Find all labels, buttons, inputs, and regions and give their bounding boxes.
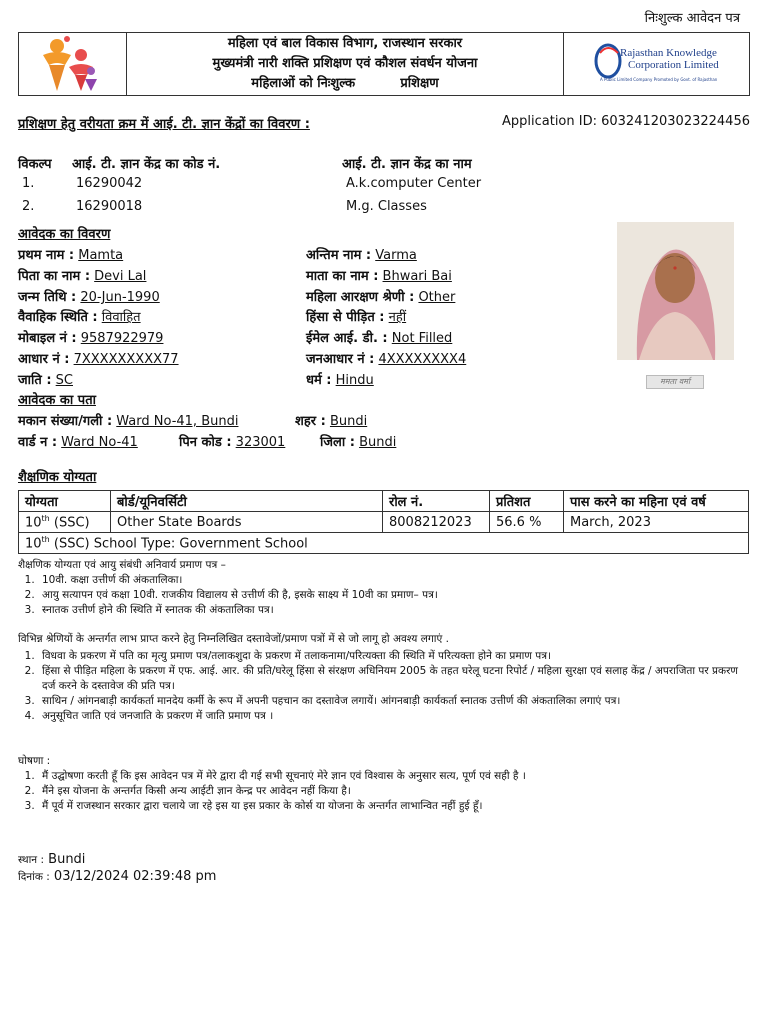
edu-roll: 8008212023 (383, 512, 490, 533)
district-row (320, 432, 396, 450)
education-table (18, 490, 749, 554)
applicant-photo (617, 222, 734, 360)
col-name-header: आई. टी. ज्ञान केंद्र का नाम (342, 157, 472, 172)
docs-block (18, 558, 753, 618)
list-item: 2. मैंने इस योजना के अन्तर्गत किसी अन्य आईटी ज्ञान केन्द्र पर आवेदन नहीं किया है। (38, 784, 740, 799)
edu-col-roll: रोल नं. (383, 491, 490, 512)
mother-row (306, 266, 452, 284)
place-row (18, 852, 85, 867)
house-value: Ward No-41, Bundi (116, 414, 239, 429)
edu-qualification: 10th (SSC) (19, 512, 111, 533)
list-item: 1. विधवा के प्रकरण में पति का मृत्यु प्रमाण पत्र/तलाकशुदा के प्रकरण में तलाकनामा/परित्यक्ता की स्थिति में परित्यक्ता होने का प्रमाण पत्र। (38, 649, 740, 664)
edu-col-qualification: योग्यता (19, 491, 111, 512)
header-box (18, 32, 750, 96)
department-title: महिला एवं बाल विकास विभाग, राजस्थान सरकार (227, 36, 463, 51)
aadhar-label: आधार नं : (18, 352, 70, 367)
rkcl-logo-cell (563, 33, 749, 95)
list-item: 3. मैं पूर्व में राजस्थान सरकार द्वारा चलाये जा रहे इस या इस प्रकार के कोर्स या योजना के अन्तर्गत लाभान्वित नहीं हुई हूँ। (38, 799, 740, 814)
center-row-1-name: A.k.computer Center (346, 176, 482, 191)
address-heading: आवेदक का पता (18, 393, 96, 408)
ward-row (18, 432, 138, 450)
edu-month-year: March, 2023 (564, 512, 749, 533)
marital-row (18, 307, 141, 325)
district-label: जिला : (320, 435, 355, 450)
edu-school-type: 10th (SSC) School Type: Government School (19, 533, 749, 554)
reservation-value: Other (418, 290, 456, 305)
mother-label: माता का नाम : (306, 269, 379, 284)
last-name-value: Varma (375, 248, 417, 263)
edu-board: Other State Boards (111, 512, 383, 533)
city-value: Bundi (329, 414, 368, 429)
center-row-1-code: 16290042 (76, 176, 143, 191)
violence-label: हिंसा से पीड़ित : (306, 310, 385, 325)
declaration-intro: घोषणा : (18, 755, 51, 767)
list-item: 3. स्नातक उत्तीर्ण होने की स्थिति में स्नातक की अंकतालिका पत्र। (38, 603, 753, 618)
pin-value: 323001 (235, 435, 286, 450)
district-value: Bundi (359, 435, 397, 450)
applicant-heading: आवेदक का विवरण (18, 227, 111, 242)
education-header-row (19, 491, 749, 512)
list-item: 1. 10वी. कक्षा उत्तीर्ण की अंकतालिका। (38, 573, 753, 588)
form-title: निःशुल्क आवेदन पत्र (644, 11, 740, 26)
janaadhar-value: 4XXXXXXXX4 (378, 352, 467, 367)
dob-label: जन्म तिथि : (18, 290, 77, 305)
wcd-logo-cell (19, 33, 127, 95)
application-id: Application ID: 603241203023224456 (501, 114, 750, 129)
email-label: ईमेल आई. डी. : (306, 331, 388, 346)
header-titles (127, 33, 563, 95)
col-code-header: आई. टी. ज्ञान केंद्र का कोड नं. (72, 157, 221, 172)
center-row-2-code: 16290018 (76, 199, 143, 214)
city-label: शहर : (295, 414, 326, 429)
first-name-value: Mamta (78, 248, 124, 263)
list-item: 2. आयु सत्यापन एवं कक्षा 10वी. राजकीय विद्यालय से उत्तीर्ण की है, इसके साक्ष्य में 10वी का प्रमाण– पत्र। (38, 588, 753, 603)
rkcl-name-line2: Corporation Limited (628, 59, 719, 71)
house-row (18, 411, 238, 429)
last-name-row (306, 245, 417, 263)
declaration-block (18, 754, 740, 814)
list-item: 4. अनुसूचित जाति एवं जनजाति के प्रकरण में जाति प्रमाण पत्र । (38, 709, 740, 724)
caste-value: SC (55, 373, 73, 388)
scheme-title: मुख्यमंत्री नारी शक्ति प्रशिक्षण एवं कौशल संवर्धन योजना (212, 56, 478, 71)
ward-label: वार्ड न : (18, 435, 58, 450)
docs-intro: शैक्षणिक योग्यता एवं आयु संबंधी अनिवार्य प्रमाण पत्र – (18, 559, 226, 571)
place-label: स्थान : (18, 854, 45, 866)
table-row (19, 512, 749, 533)
father-row (18, 266, 146, 284)
religion-value: Hindu (335, 373, 374, 388)
table-row (19, 533, 749, 554)
house-label: मकान संख्या/गली : (18, 414, 113, 429)
caste-label: जाति : (18, 373, 52, 388)
rkcl-name-line1: Rajasthan Knowledge (620, 47, 717, 59)
religion-row (306, 370, 374, 388)
date-row (18, 869, 216, 884)
religion-label: धर्म : (306, 373, 332, 388)
rkcl-tagline: A Public Limited Company Promoted by Govt. of Rajasthan (600, 77, 718, 82)
center-row-2-no: 2. (22, 199, 35, 214)
mobile-label: मोबाइल नं : (18, 331, 77, 346)
col-option-header: विकल्प (18, 157, 52, 172)
email-value: Not Filled (391, 331, 453, 346)
pin-row (179, 432, 285, 450)
edu-percent: 56.6 % (490, 512, 564, 533)
dob-value: 20-Jun-1990 (80, 290, 160, 305)
ward-value: Ward No-41 (61, 435, 138, 450)
reservation-row (306, 287, 455, 305)
edu-col-percent: प्रतिशत (490, 491, 564, 512)
mobile-value: 9587922979 (80, 331, 164, 346)
violence-value: नहीं (388, 310, 407, 325)
pin-label: पिन कोड : (179, 435, 232, 450)
edu-col-board: बोर्ड/यूनिवर्सिटी (111, 491, 383, 512)
edu-col-month-year: पास करने का महिना एवं वर्ष (564, 491, 749, 512)
marital-label: वैवाहिक स्थिति : (18, 310, 98, 325)
mother-value: Bhwari Bai (382, 269, 452, 284)
category-docs-intro: विभिन्न श्रेणियों के अन्तर्गत लाभ प्राप्त करने हेतु निम्नलिखित दस्तावेजों/प्रमाण पत्रों में से जो लागू हो अवश्य लगाएं . (18, 633, 449, 645)
category-docs-block (18, 632, 740, 724)
center-row-1-no: 1. (22, 176, 35, 191)
list-item: 3. साथिन / आंगनबाड़ी कार्यकर्ता मानदेय कर्मी के रूप में अपनी पहचान का दस्तावेज लगायें। आंगनबाड़ी कार्यकर्ता स्नातक उत्तीर्ण की अंकतालिका लगाएं पत्र। (38, 694, 740, 709)
signature-image: ममता वर्मा (646, 375, 704, 389)
list-item: 2. हिंसा से पीड़ित महिला के प्रकरण में एफ. आई. आर. की प्रति/घरेलू हिंसा से संरक्षण अधिनियम 2005 के तहत घरेलू घटना रिपोर्ट / महिला सुरक्षा एवं सलाह केंद्र / अपराजिता पर प्रकरण दर्ज करने के दस्तावेज की प्रति पत्र। (38, 664, 740, 694)
first-name-row (18, 245, 123, 263)
date-label: दिनांक : (18, 871, 50, 883)
center-row-2-name: M.g. Classes (346, 199, 427, 214)
training-title: महिलाओं को निःशुल्क प्रशिक्षण (251, 76, 439, 91)
place-value: Bundi (48, 852, 86, 867)
list-item: 1. मैं उद्घोषणा करती हूँ कि इस आवेदन पत्र में मेरे द्वारा दी गई सभी सूचनाएं मेरे ज्ञान एवं विश्वास के अनुसार सत्य, पूर्ण एवं सही है । (38, 769, 740, 784)
aadhar-value: 7XXXXXXXXX77 (73, 352, 179, 367)
violence-row (306, 307, 406, 325)
father-label: पिता का नाम : (18, 269, 91, 284)
family-logo-icon (19, 33, 127, 95)
first-name-label: प्रथम नाम : (18, 248, 75, 263)
centers-heading: प्रशिक्षण हेतु वरीयता क्रम में आई. टी. ज्ञान केंद्रों का विवरण : (18, 117, 310, 132)
education-heading: शैक्षणिक योग्यता (18, 470, 97, 485)
reservation-label: महिला आरक्षण श्रेणी : (306, 290, 415, 305)
mobile-row (18, 328, 163, 346)
aadhar-row (18, 349, 179, 367)
janaadhar-label: जनआधार नं : (306, 352, 375, 367)
janaadhar-row (306, 349, 466, 367)
caste-row (18, 370, 73, 388)
date-value: 03/12/2024 02:39:48 pm (53, 869, 217, 884)
father-value: Devi Lal (94, 269, 147, 284)
marital-value: विवाहित (101, 310, 141, 325)
last-name-label: अन्तिम नाम : (306, 248, 372, 263)
dob-row (18, 287, 160, 305)
email-row (306, 328, 452, 346)
city-row (295, 411, 367, 429)
